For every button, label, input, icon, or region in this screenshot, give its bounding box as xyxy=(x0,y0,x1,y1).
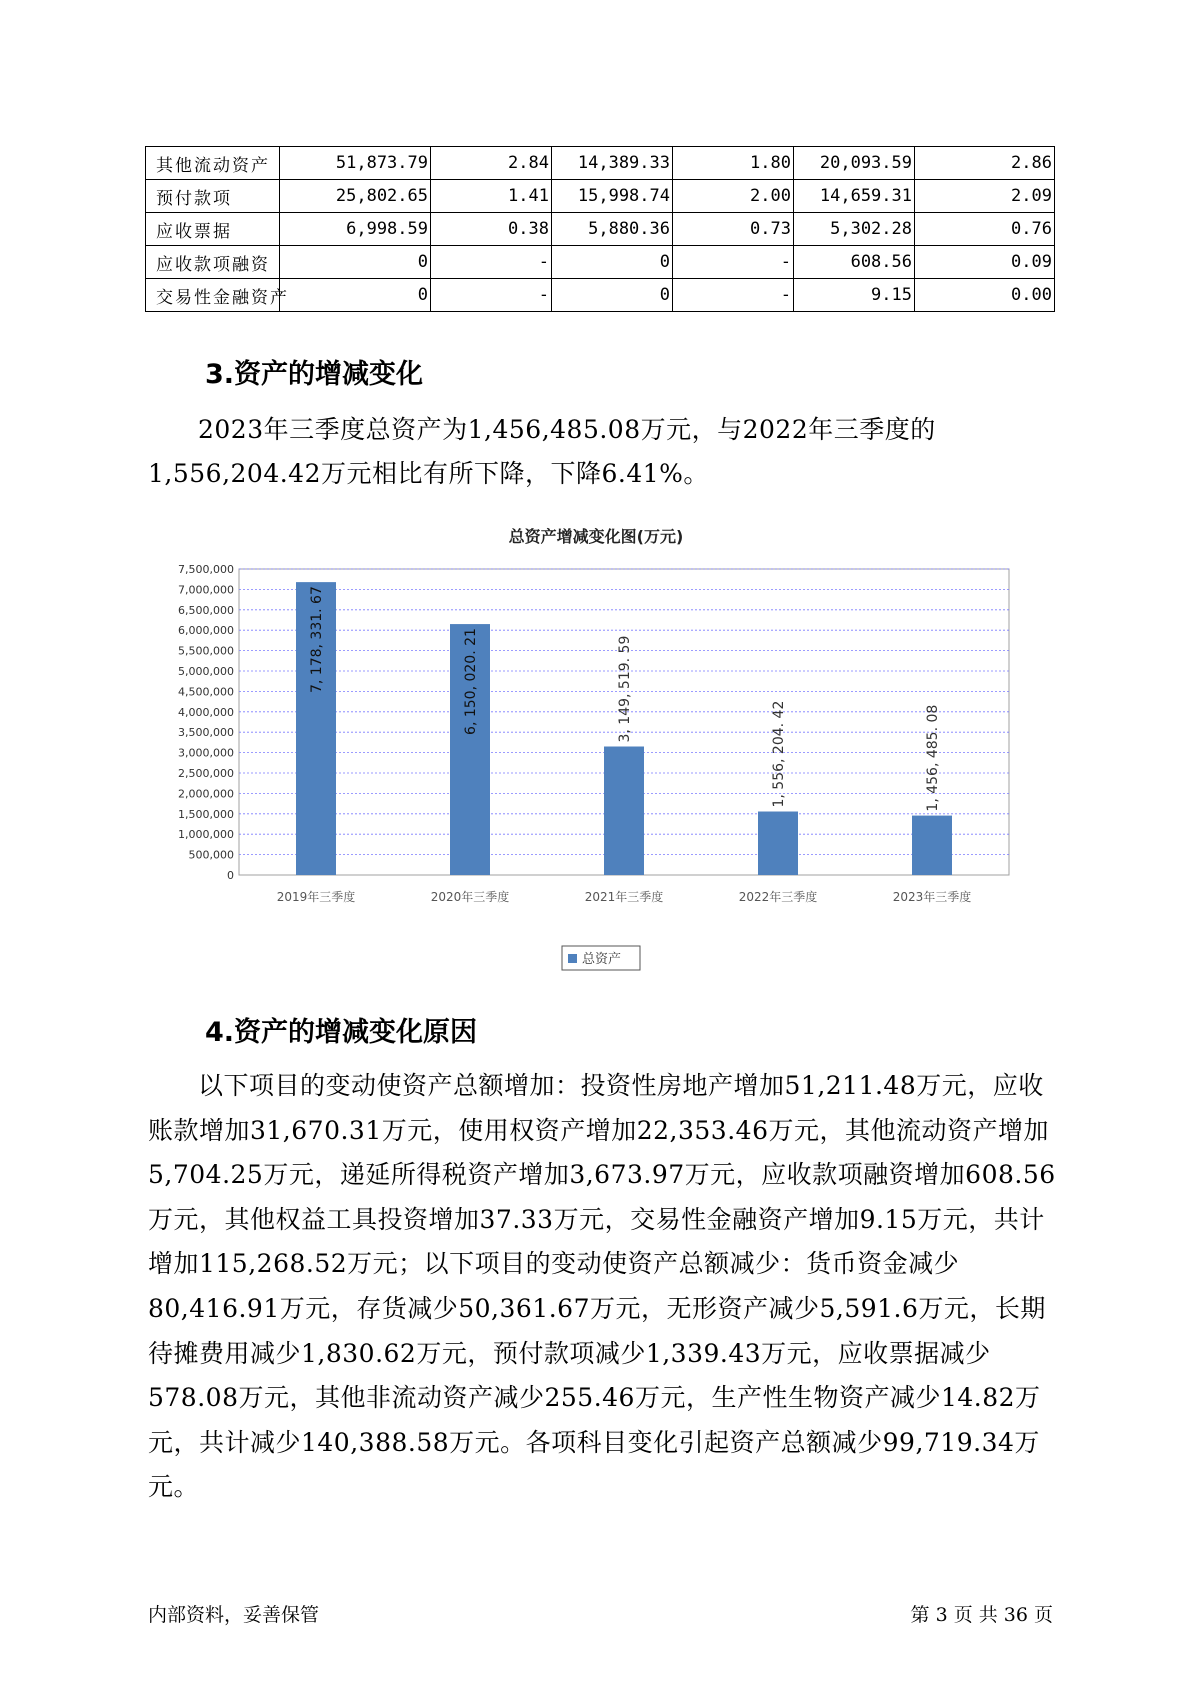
table-row xyxy=(146,279,1055,312)
table-cell-value: 0.00 xyxy=(915,279,1055,312)
legend-swatch xyxy=(568,954,577,963)
y-tick-label: 6,500,000 xyxy=(178,603,234,617)
table-cell-value: 0.73 xyxy=(673,213,794,246)
bar xyxy=(758,812,798,875)
table-cell-value: 0.38 xyxy=(431,213,552,246)
y-tick-label: 2,000,000 xyxy=(178,787,234,801)
bar-data-label: 1, 456, 485. 08 xyxy=(925,704,941,812)
bar xyxy=(912,816,952,875)
table-row xyxy=(146,147,1055,180)
table-cell-value: 51,873.79 xyxy=(280,147,431,180)
asset-table xyxy=(145,146,1055,312)
y-tick-label: 7,500,000 xyxy=(178,563,234,576)
section-3-heading: 3.资产的增减变化 xyxy=(205,359,424,390)
y-tick-label: 5,500,000 xyxy=(178,644,234,658)
table-cell-value: 9.15 xyxy=(794,279,915,312)
table-cell-value: 0 xyxy=(280,246,431,279)
table-cell-value: 20,093.59 xyxy=(794,147,915,180)
x-tick-label: 2021年三季度 xyxy=(584,890,664,904)
section-4-paragraph: 以下项目的变动使资产总额增加：投资性房地产增加51,211.48万元，应收账款增加31,670.31万元，使用权资产增加22,353.46万元，其他流动资产增加5,704.25万元，递延所得税资产增加3,673.97万元，应收款项融资增加608.56万元，其他权益工具投资增加37.33万元，交易性金融资产增加9.15万元，共计增加115,268.52万元；以下项目的变动使资产总额减少：货币资金减少80,416.91万元，存货减少50,361.67万元，无形资产减少5,591.6万元，长期待摊费用减少1,830.62万元，预付款项减少1,339.43万元，应收票据减少578.08万元，其他非流动资产减少255.46万元，生产性生物资产减少14.82万元，共计减少140,388.58万元。各项科目变化引起资产总额减少99,719.34万元。 xyxy=(148,1071,1056,1502)
x-tick-label: 2019年三季度 xyxy=(276,890,356,904)
y-tick-label: 1,500,000 xyxy=(178,807,234,821)
table-row xyxy=(146,180,1055,213)
table-cell-item-name: 交易性金融资产 xyxy=(146,279,280,312)
footer-page-number: 第 3 页 共 36 页 xyxy=(910,1604,1053,1626)
y-tick-label: 6,000,000 xyxy=(178,624,234,638)
table-cell-value: 5,302.28 xyxy=(794,213,915,246)
table-cell-value: 2.00 xyxy=(673,180,794,213)
bar-data-label: 7, 178, 331. 67 xyxy=(309,586,325,693)
table-cell-value: 14,659.31 xyxy=(794,180,915,213)
chart-legend xyxy=(562,946,640,970)
total-assets-chart xyxy=(148,520,1028,980)
table-cell-value: 608.56 xyxy=(794,246,915,279)
table-cell-value: 2.84 xyxy=(431,147,552,180)
table-cell-value: 0.09 xyxy=(915,246,1055,279)
table-cell-value: 0 xyxy=(552,279,673,312)
x-tick-label: 2022年三季度 xyxy=(738,890,818,904)
chart-title: 总资产增减变化图(万元) xyxy=(508,527,684,546)
y-tick-label: 4,000,000 xyxy=(178,705,234,719)
table-cell-value: 6,998.59 xyxy=(280,213,431,246)
y-tick-label: 4,500,000 xyxy=(178,685,234,699)
footer-confidential-note: 内部资料，妥善保管 xyxy=(148,1604,320,1626)
table-cell-value: 0.76 xyxy=(915,213,1055,246)
bar-data-label: 1, 556, 204. 42 xyxy=(771,700,787,808)
table-cell-value: - xyxy=(431,279,552,312)
table-cell-value: 2.09 xyxy=(915,180,1055,213)
table-cell-value: - xyxy=(673,246,794,279)
table-cell-value: 25,802.65 xyxy=(280,180,431,213)
bar xyxy=(604,746,644,875)
table-cell-value: - xyxy=(673,279,794,312)
y-tick-label: 3,000,000 xyxy=(178,746,234,760)
y-tick-label: 2,500,000 xyxy=(178,767,234,780)
table-cell-value: - xyxy=(431,246,552,279)
y-tick-label: 3,500,000 xyxy=(178,726,234,740)
y-tick-label: 7,000,000 xyxy=(178,583,234,597)
table-row xyxy=(146,213,1055,246)
table-cell-value: 0 xyxy=(552,246,673,279)
bar-data-label: 6, 150, 020. 21 xyxy=(463,628,479,735)
y-tick-label: 500,000 xyxy=(188,848,234,862)
table-cell-value: 14,389.33 xyxy=(552,147,673,180)
bar-data-label: 3, 149, 519. 59 xyxy=(617,635,633,743)
table-cell-item-name: 应收款项融资 xyxy=(146,246,280,279)
y-tick-label: 5,000,000 xyxy=(178,665,234,678)
section-4-heading: 4.资产的增减变化原因 xyxy=(205,1017,478,1048)
table-row xyxy=(146,246,1055,279)
table-cell-item-name: 预付款项 xyxy=(146,180,280,213)
table-cell-value: 2.86 xyxy=(915,147,1055,180)
x-tick-label: 2023年三季度 xyxy=(892,890,972,904)
table-cell-item-name: 应收票据 xyxy=(146,213,280,246)
section-3-paragraph: 2023年三季度总资产为1,456,485.08万元，与2022年三季度的1,556,204.42万元相比有所下降，下降6.41%。 xyxy=(148,415,936,488)
table-cell-value: 0 xyxy=(280,279,431,312)
y-tick-label: 1,000,000 xyxy=(178,828,234,842)
table-cell-value: 15,998.74 xyxy=(552,180,673,213)
x-tick-label: 2020年三季度 xyxy=(430,890,510,904)
table-cell-value: 1.80 xyxy=(673,147,794,180)
table-cell-value: 1.41 xyxy=(431,180,552,213)
table-cell-value: 5,880.36 xyxy=(552,213,673,246)
y-tick-label: 0 xyxy=(227,869,234,882)
table-cell-item-name: 其他流动资产 xyxy=(146,147,280,180)
legend-label: 总资产 xyxy=(582,952,622,967)
